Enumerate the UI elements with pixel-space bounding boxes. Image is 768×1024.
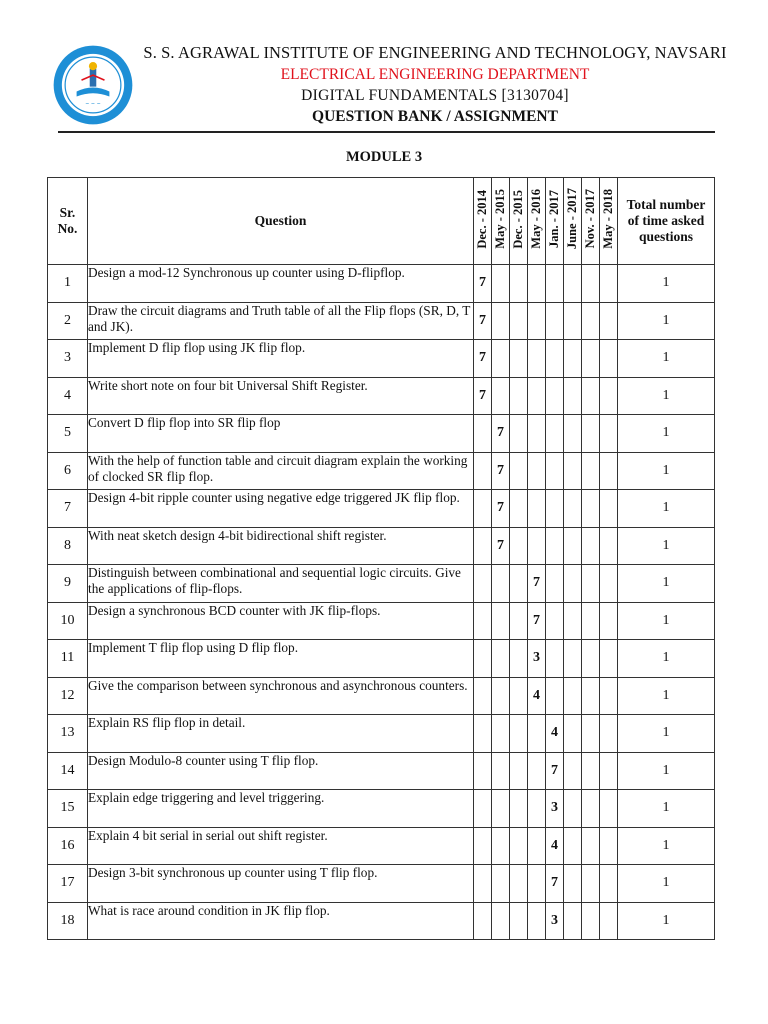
marks-cell: [510, 415, 528, 453]
marks-cell: [564, 865, 582, 903]
sr-no-cell: 3: [48, 340, 88, 378]
marks-cell: [582, 490, 600, 528]
marks-cell: [600, 827, 618, 865]
marks-cell: [492, 827, 510, 865]
marks-cell: [564, 790, 582, 828]
marks-cell: [510, 302, 528, 340]
marks-cell: [510, 565, 528, 603]
marks-cell: [528, 827, 546, 865]
marks-cell: [474, 715, 492, 753]
marks-cell: [510, 602, 528, 640]
marks-cell: [528, 490, 546, 528]
marks-cell: [582, 265, 600, 303]
table-row: [48, 452, 715, 490]
marks-cell: [510, 790, 528, 828]
table-header-row: [48, 178, 715, 265]
sr-no-cell: 14: [48, 752, 88, 790]
marks-cell: [546, 565, 564, 603]
marks-cell: [528, 527, 546, 565]
marks-cell: 3: [528, 640, 546, 678]
table-row: [48, 340, 715, 378]
marks-cell: [510, 640, 528, 678]
marks-cell: [546, 302, 564, 340]
header-year: Dec. - 2015: [510, 178, 528, 265]
marks-cell: [474, 640, 492, 678]
marks-cell: [600, 640, 618, 678]
marks-cell: [600, 415, 618, 453]
marks-cell: [546, 677, 564, 715]
marks-cell: [546, 265, 564, 303]
marks-cell: [528, 302, 546, 340]
marks-cell: [600, 715, 618, 753]
marks-cell: [600, 677, 618, 715]
marks-cell: [510, 490, 528, 528]
marks-cell: [564, 902, 582, 940]
marks-cell: [492, 640, 510, 678]
marks-cell: [510, 865, 528, 903]
table-row: [48, 827, 715, 865]
marks-cell: 3: [546, 790, 564, 828]
table-row: [48, 377, 715, 415]
marks-cell: [528, 902, 546, 940]
svg-text:~ ~ ~: ~ ~ ~: [85, 101, 101, 108]
marks-cell: [582, 340, 600, 378]
marks-cell: [600, 790, 618, 828]
marks-cell: [546, 377, 564, 415]
marks-cell: [582, 452, 600, 490]
table-row: [48, 865, 715, 903]
total-cell: 1: [618, 677, 715, 715]
marks-cell: [510, 377, 528, 415]
marks-cell: 7: [474, 302, 492, 340]
marks-cell: [510, 265, 528, 303]
sr-no-cell: 2: [48, 302, 88, 340]
question-cell: Implement D flip flop using JK flip flop.: [88, 340, 474, 378]
marks-cell: [474, 565, 492, 603]
header-year: May - 2015: [492, 178, 510, 265]
marks-cell: [582, 827, 600, 865]
table-row: [48, 565, 715, 603]
table-row: [48, 490, 715, 528]
marks-cell: [564, 265, 582, 303]
marks-cell: [564, 565, 582, 603]
table-row: [48, 790, 715, 828]
marks-cell: [492, 377, 510, 415]
subject-name: DIGITAL FUNDAMENTALS [3130704]: [301, 87, 569, 104]
marks-cell: [582, 865, 600, 903]
total-cell: 1: [618, 602, 715, 640]
institute-logo: [52, 44, 134, 126]
marks-cell: [546, 415, 564, 453]
marks-cell: [600, 265, 618, 303]
total-cell: 1: [618, 527, 715, 565]
marks-cell: [600, 302, 618, 340]
total-cell: 1: [618, 827, 715, 865]
marks-cell: [474, 752, 492, 790]
question-cell: Design Modulo-8 counter using T flip flop.: [88, 752, 474, 790]
marks-cell: [474, 452, 492, 490]
marks-cell: [564, 415, 582, 453]
table-row: [48, 415, 715, 453]
marks-cell: [474, 677, 492, 715]
total-cell: 1: [618, 790, 715, 828]
marks-cell: 4: [528, 677, 546, 715]
marks-cell: [582, 377, 600, 415]
question-cell: With the help of function table and circuit diagram explain the working of clocked SR flip flop.: [88, 452, 474, 490]
marks-cell: [546, 490, 564, 528]
marks-cell: [474, 527, 492, 565]
marks-cell: [600, 752, 618, 790]
marks-cell: [528, 265, 546, 303]
sr-no-cell: 7: [48, 490, 88, 528]
marks-cell: 7: [492, 415, 510, 453]
question-cell: Explain edge triggering and level triggering.: [88, 790, 474, 828]
total-cell: 1: [618, 565, 715, 603]
table-row: [48, 302, 715, 340]
marks-cell: 7: [528, 602, 546, 640]
marks-cell: [564, 677, 582, 715]
sr-no-cell: 9: [48, 565, 88, 603]
header-year: June - 2017: [564, 178, 582, 265]
sr-no-cell: 8: [48, 527, 88, 565]
question-cell: Write short note on four bit Universal Shift Register.: [88, 377, 474, 415]
sr-no-cell: 4: [48, 377, 88, 415]
marks-cell: [492, 715, 510, 753]
marks-cell: [492, 752, 510, 790]
question-cell: Design a synchronous BCD counter with JK flip-flops.: [88, 602, 474, 640]
marks-cell: 7: [546, 865, 564, 903]
marks-cell: [600, 602, 618, 640]
marks-cell: [492, 865, 510, 903]
header-year: Jan. - 2017: [546, 178, 564, 265]
marks-cell: [582, 527, 600, 565]
table-row: [48, 715, 715, 753]
total-cell: 1: [618, 340, 715, 378]
module-title: MODULE 3: [345, 149, 423, 165]
marks-cell: [528, 790, 546, 828]
marks-cell: [600, 865, 618, 903]
marks-cell: 7: [474, 265, 492, 303]
sr-no-cell: 17: [48, 865, 88, 903]
marks-cell: [492, 265, 510, 303]
marks-cell: [474, 490, 492, 528]
marks-cell: [474, 415, 492, 453]
total-cell: 1: [618, 377, 715, 415]
marks-cell: [510, 752, 528, 790]
marks-cell: [564, 340, 582, 378]
marks-cell: [492, 340, 510, 378]
question-cell: Implement T flip flop using D flip flop.: [88, 640, 474, 678]
marks-cell: [492, 790, 510, 828]
question-cell: What is race around condition in JK flip flop.: [88, 902, 474, 940]
question-cell: Draw the circuit diagrams and Truth table of all the Flip flops (SR, D, T and JK).: [88, 302, 474, 340]
sr-no-cell: 16: [48, 827, 88, 865]
sr-no-cell: 15: [48, 790, 88, 828]
question-cell: Explain RS flip flop in detail.: [88, 715, 474, 753]
marks-cell: [528, 452, 546, 490]
sr-no-cell: 11: [48, 640, 88, 678]
marks-cell: 7: [474, 340, 492, 378]
marks-cell: [510, 827, 528, 865]
marks-cell: [582, 715, 600, 753]
sr-no-cell: 6: [48, 452, 88, 490]
department-name: ELECTRICAL ENGINEERING DEPARTMENT: [280, 66, 590, 83]
marks-cell: [564, 827, 582, 865]
marks-cell: [564, 302, 582, 340]
header-year: May - 2018: [600, 178, 618, 265]
question-cell: Convert D flip flop into SR flip flop: [88, 415, 474, 453]
sr-no-cell: 5: [48, 415, 88, 453]
marks-cell: [564, 490, 582, 528]
marks-cell: [582, 790, 600, 828]
total-cell: 1: [618, 865, 715, 903]
total-cell: 1: [618, 452, 715, 490]
marks-cell: [582, 415, 600, 453]
question-bank-table: [47, 177, 715, 940]
table-row: [48, 640, 715, 678]
total-cell: 1: [618, 902, 715, 940]
marks-cell: [492, 902, 510, 940]
table-row: [48, 265, 715, 303]
institute-name: S. S. AGRAWAL INSTITUTE OF ENGINEERING AND TECHNOLOGY, NAVSARI: [143, 43, 727, 62]
total-cell: 1: [618, 415, 715, 453]
marks-cell: [546, 640, 564, 678]
total-cell: 1: [618, 302, 715, 340]
table-row: [48, 902, 715, 940]
question-cell: Give the comparison between synchronous and asynchronous counters.: [88, 677, 474, 715]
header-sr-no: Sr. No.: [48, 178, 88, 265]
question-cell: Design 3-bit synchronous up counter using T flip flop.: [88, 865, 474, 903]
marks-cell: [492, 302, 510, 340]
header-year: Dec. - 2014: [474, 178, 492, 265]
marks-cell: [510, 340, 528, 378]
marks-cell: [546, 602, 564, 640]
marks-cell: 7: [492, 527, 510, 565]
marks-cell: [582, 302, 600, 340]
marks-cell: [474, 865, 492, 903]
marks-cell: 7: [528, 565, 546, 603]
marks-cell: [528, 752, 546, 790]
table-row: [48, 677, 715, 715]
marks-cell: [582, 640, 600, 678]
marks-cell: [474, 902, 492, 940]
total-cell: 1: [618, 640, 715, 678]
marks-cell: [510, 715, 528, 753]
marks-cell: [528, 415, 546, 453]
marks-cell: [510, 677, 528, 715]
marks-cell: [528, 340, 546, 378]
table-body: [48, 265, 715, 940]
marks-cell: [528, 377, 546, 415]
marks-cell: 7: [546, 752, 564, 790]
table-row: [48, 602, 715, 640]
marks-cell: [492, 677, 510, 715]
document-header: [140, 42, 730, 128]
marks-cell: [564, 752, 582, 790]
marks-cell: 7: [492, 452, 510, 490]
header-year: Nov. - 2017: [582, 178, 600, 265]
marks-cell: [564, 377, 582, 415]
header-question: Question: [88, 178, 474, 265]
sr-no-cell: 10: [48, 602, 88, 640]
header-year: May - 2016: [528, 178, 546, 265]
sr-no-cell: 13: [48, 715, 88, 753]
marks-cell: [474, 827, 492, 865]
marks-cell: [510, 527, 528, 565]
marks-cell: 4: [546, 827, 564, 865]
sr-no-cell: 18: [48, 902, 88, 940]
marks-cell: [582, 602, 600, 640]
marks-cell: [528, 865, 546, 903]
marks-cell: 7: [492, 490, 510, 528]
marks-cell: [600, 565, 618, 603]
marks-cell: [582, 677, 600, 715]
header-total: Total number of time asked questions: [618, 178, 715, 265]
marks-cell: [510, 902, 528, 940]
question-cell: Design a mod-12 Synchronous up counter using D-flipflop.: [88, 265, 474, 303]
marks-cell: 4: [546, 715, 564, 753]
question-cell: Distinguish between combinational and sequential logic circuits. Give the applications of flip-flops.: [88, 565, 474, 603]
sr-no-cell: 12: [48, 677, 88, 715]
marks-cell: [510, 452, 528, 490]
marks-cell: [600, 902, 618, 940]
marks-cell: [546, 340, 564, 378]
question-cell: Explain 4 bit serial in serial out shift register.: [88, 827, 474, 865]
question-cell: With neat sketch design 4-bit bidirectional shift register.: [88, 527, 474, 565]
marks-cell: [546, 527, 564, 565]
marks-cell: [600, 527, 618, 565]
total-cell: 1: [618, 715, 715, 753]
marks-cell: [564, 640, 582, 678]
marks-cell: [600, 340, 618, 378]
marks-cell: [546, 452, 564, 490]
marks-cell: [528, 715, 546, 753]
marks-cell: [582, 565, 600, 603]
marks-cell: [492, 565, 510, 603]
marks-cell: [600, 490, 618, 528]
marks-cell: [564, 602, 582, 640]
total-cell: 1: [618, 265, 715, 303]
marks-cell: [474, 602, 492, 640]
marks-cell: [564, 715, 582, 753]
marks-cell: 7: [474, 377, 492, 415]
marks-cell: [582, 752, 600, 790]
document-type: QUESTION BANK / ASSIGNMENT: [312, 108, 558, 125]
sr-no-cell: 1: [48, 265, 88, 303]
question-cell: Design 4-bit ripple counter using negative edge triggered JK flip flop.: [88, 490, 474, 528]
header-divider: [58, 131, 715, 133]
marks-cell: [564, 527, 582, 565]
marks-cell: [492, 602, 510, 640]
total-cell: 1: [618, 490, 715, 528]
marks-cell: 3: [546, 902, 564, 940]
marks-cell: [564, 452, 582, 490]
total-cell: 1: [618, 752, 715, 790]
table-row: [48, 527, 715, 565]
marks-cell: [600, 452, 618, 490]
marks-cell: [474, 790, 492, 828]
table-row: [48, 752, 715, 790]
marks-cell: [600, 377, 618, 415]
marks-cell: [582, 902, 600, 940]
